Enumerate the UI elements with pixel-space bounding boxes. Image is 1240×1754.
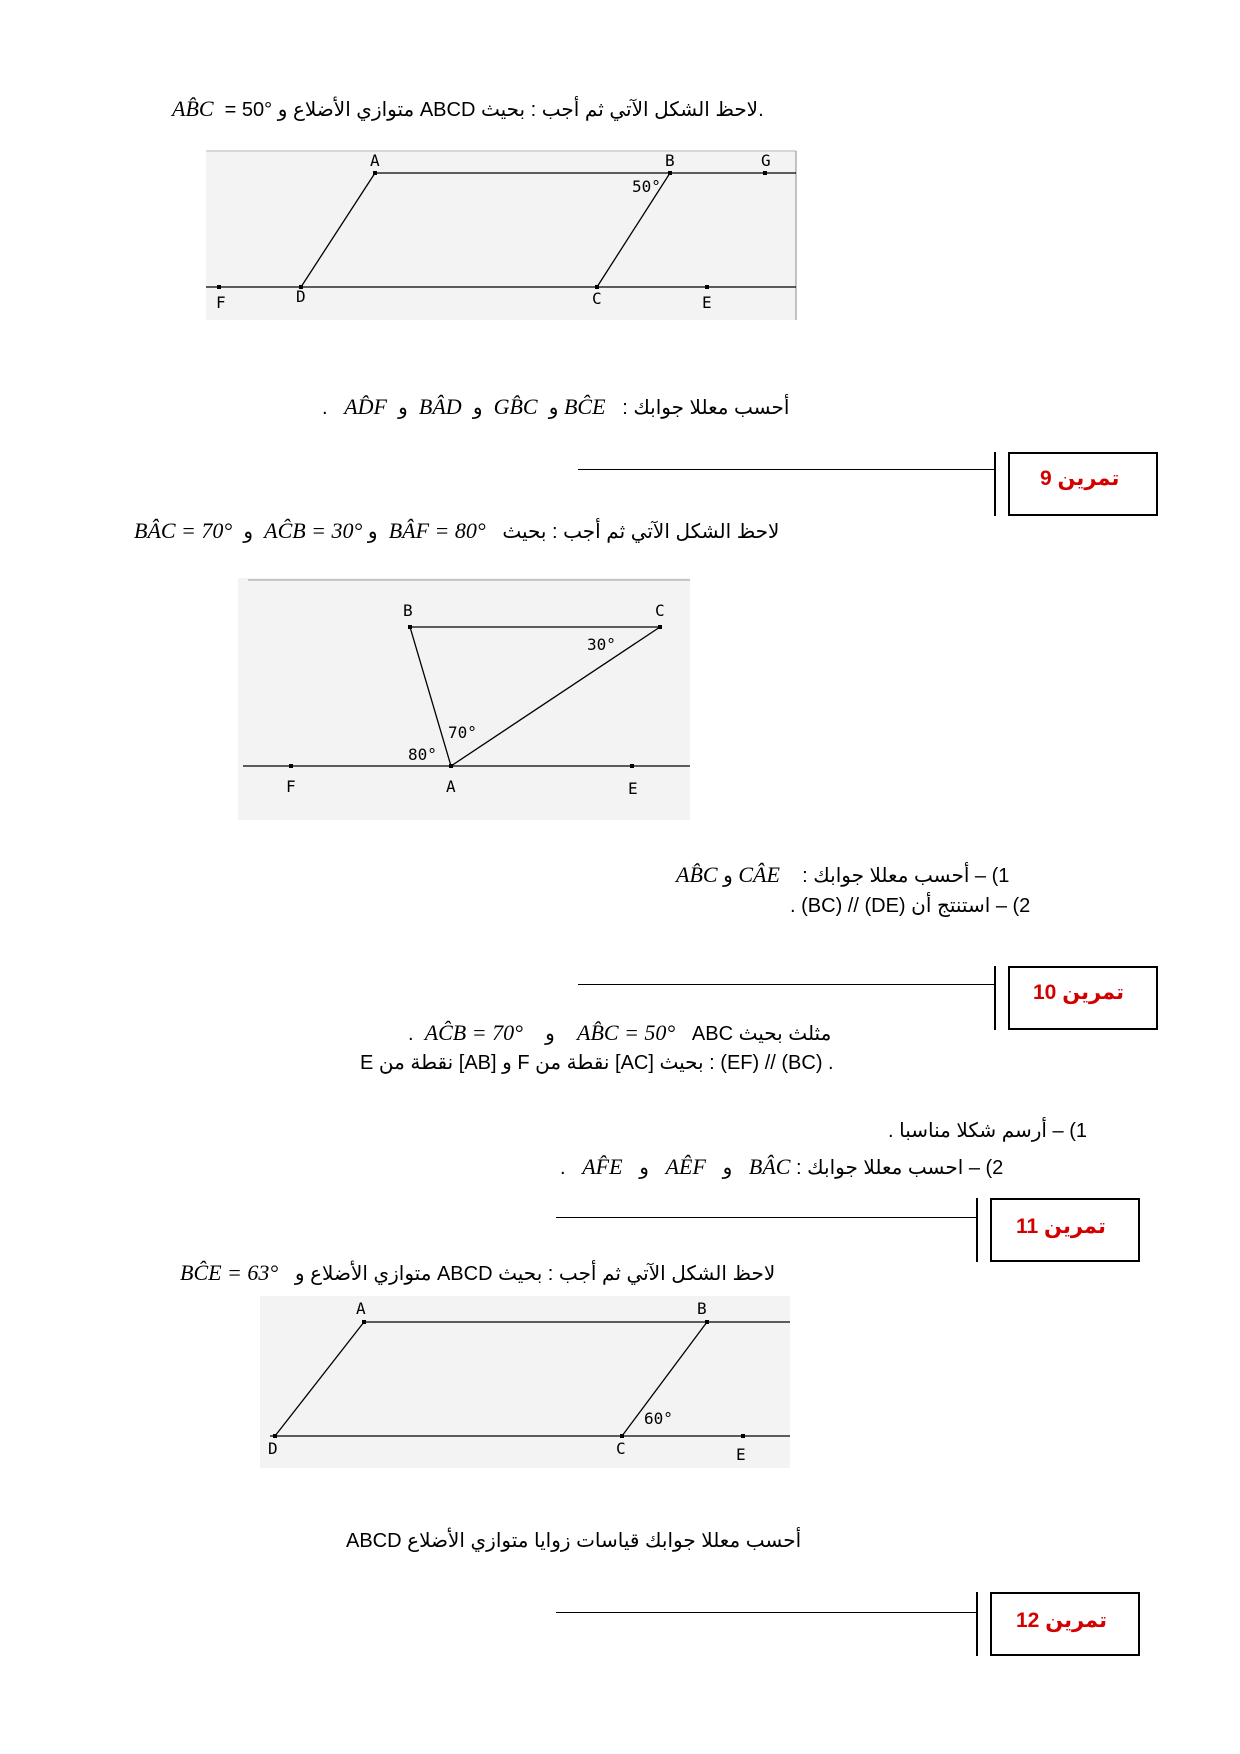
label-e: E [628,779,638,798]
angle-bac: BÂC [748,1154,791,1179]
exercise-number: 10 [1033,981,1057,1004]
exercise12-bracket [976,1592,978,1656]
angle-gbc: GB̂C [493,394,538,419]
exercise9-intro-text: لاحظ الشكل الآتي ثم أجب : بحيث [502,521,780,543]
exercise12-separator [556,1612,976,1613]
label-d: D [296,287,306,306]
condition-baf: BÂF = 80° [388,518,486,543]
label-f: F [286,777,296,796]
exercise9-separator [578,469,994,470]
exercise9-q2-line: 2) – استنتج أن (DE) // (BC) . [790,895,1031,917]
exercise10-line1 [408,1020,831,1047]
point-g [763,171,767,175]
exercise11-title [1016,1214,1106,1239]
exercise10-title [1033,980,1124,1005]
point-c [620,1434,624,1438]
label-a: A [446,777,456,796]
connector: و [367,521,378,543]
exercise11-bracket [976,1198,978,1262]
connector: و [243,521,253,543]
block1-end: . [322,397,328,419]
label-c: C [592,289,602,308]
point-b [408,625,412,629]
exercise-number: 12 [1016,1609,1040,1632]
point-a [373,171,377,175]
label-e: E [736,1445,746,1464]
angle-afe: AF̂E [582,1154,623,1179]
exercise11-separator [556,1217,976,1218]
exercise-number: 11 [1016,1215,1039,1238]
angle-label-60: 60° [644,1409,673,1428]
condition-bce: BĈE = 63° [180,1260,279,1285]
figure-parallelogram-11 [260,1296,790,1468]
angle-label-30: 30° [587,635,616,654]
point-b [668,171,672,175]
connector: و [639,1157,649,1179]
point-f [217,285,221,289]
exercise10-end: . [560,1157,566,1179]
exercise-label: تمرين [1044,1215,1106,1238]
label-e: E [702,293,712,312]
label-f: F [216,293,226,312]
figure-triangle-9 [238,578,690,820]
point-c [658,625,662,629]
label-a: A [356,1299,366,1318]
connector: و [472,397,483,419]
point-e [705,285,709,289]
angle-bad: BÂD [418,394,462,419]
label-b: B [665,151,675,170]
connector: و [545,1023,555,1045]
exercise-label: تمرين [1045,1609,1108,1632]
exercise9-bracket [994,452,996,516]
exercise10-q1-line: 1) – أرسم شكلا مناسبا . [888,1120,1087,1142]
exercise10-line1-text: ABC مثلث بحيث [691,1023,832,1045]
angle-adf: AD̂F [344,394,387,419]
point-a [362,1320,366,1324]
point-d [273,1434,277,1438]
label-b: B [403,601,413,620]
block1-intro-suffix: . [758,99,764,121]
connector: و [722,1157,733,1179]
exercise9-q1-line [676,862,1009,889]
exercise11-intro-line [180,1260,775,1287]
connector: و [398,397,408,419]
connector: و [548,397,559,419]
exercise11-intro-text: لاحظ الشكل الآتي ثم أجب : بحيث ABCD متوازي الأضلاع و [294,1263,776,1285]
figure-parallelogram-1 [200,150,800,325]
label-c: C [655,601,665,620]
angle-label-80: 80° [408,745,437,764]
angle-aef: AÊF [665,1154,706,1179]
point-b [705,1320,709,1324]
label-d: D [268,1439,278,1458]
exercise-label: تمرين [1057,467,1120,490]
condition-acb: AĈB = 70° [424,1020,523,1045]
exercise11-question: أحسب معللا جوابك قياسات زوايا متوازي الأضلاع ABCD [346,1530,802,1552]
label-b: B [697,1299,707,1318]
exercise9-intro-line [134,518,779,545]
block1-intro-text: لاحظ الشكل الآتي ثم أجب : بحيث ABCD متوازي الأضلاع و °50 = [219,99,759,121]
exercise10-separator [578,984,994,985]
exercise10-q2-line [560,1154,1003,1181]
angle-abc: AB̂C [676,862,718,887]
label-g: G [761,151,771,170]
exercise10-q2-text: 2) – احسب معللا جوابك : [796,1157,1004,1179]
exercise10-line2: E نقطة من [AB] و F نقطة من [AC] بحيث : (EF) // (BC) . [360,1052,834,1074]
block1-question-line [322,394,789,421]
connector: و [723,865,733,887]
condition-abc: AB̂C = 50° [577,1020,676,1045]
condition-bac: BÂC = 70° [134,518,233,543]
exercise9-q1-text: 1) – أحسب معللا جوابك : [802,865,1010,887]
angle-label-50: 50° [632,177,661,196]
label-c: C [616,1439,626,1458]
point-e [630,764,634,768]
exercise10-end: . [408,1023,414,1045]
angle-abc-expr: AB̂C [172,96,214,121]
label-a: A [370,151,380,170]
angle-label-70: 70° [448,723,477,742]
block1-question-text: أحسب معللا جوابك : [622,397,790,419]
angle-bce: BĈE [563,394,606,419]
figure-background [238,578,690,820]
point-f [289,764,293,768]
exercise-number: 9 [1040,467,1052,490]
point-e [741,1434,745,1438]
condition-acb: AĈB = 30° [264,518,363,543]
exercise10-bracket [994,966,996,1030]
angle-cae: CÂE [738,862,780,887]
exercise9-title [1040,466,1119,491]
point-a [449,764,453,768]
block1-intro-line [172,96,764,123]
exercise-label: تمرين [1062,981,1125,1004]
exercise12-title [1016,1608,1107,1633]
